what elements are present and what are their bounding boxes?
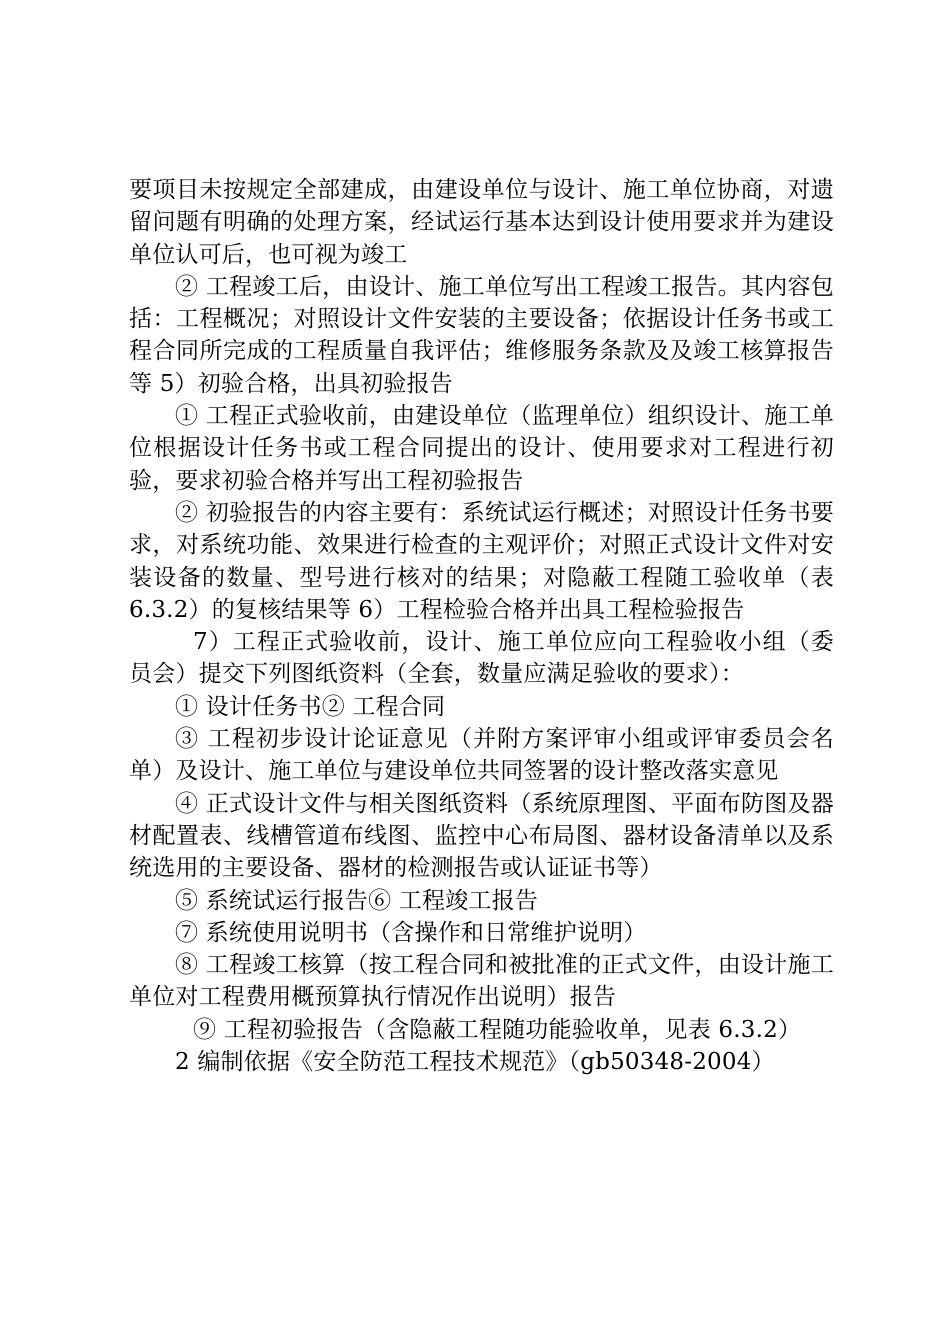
list-item-initial-report: ⑨ 工程初验报告（含隐蔽工程随功能验收单，见表 6.3.2） bbox=[193, 1016, 802, 1043]
paragraph-continuation: 要项目未按规定全部建成，由建设单位与设计、施工单位协商，对遗留问题有明确的处理方案，经试运行基本达到设计使用要求并为建设单位认可后，也可视为竣工 bbox=[129, 177, 834, 268]
list-item-formal-design: ④ 正式设计文件与相关图纸资料（系统原理图、平面布防图及器材配置表、线槽管道布线图、监控中心布局图、器材设备清单以及系统选用的主要设备、器材的检测报告或认证证书等） bbox=[129, 790, 834, 882]
list-item-trial-run: ⑤ 系统试运行报告⑥ 工程竣工报告 bbox=[175, 887, 539, 914]
list-item-user-manual: ⑦ 系统使用说明书（含操作和日常维护说明） bbox=[175, 919, 647, 946]
document-body bbox=[129, 174, 834, 1078]
paragraph-initial-inspection: ① 工程正式验收前，由建设单位（监理单位）组织设计、施工单位根据设计任务书或工程合同提出的设计、使用要求对工程进行初验，要求初验合格并写出工程初验报告 bbox=[129, 403, 834, 494]
paragraph-submit-documents: 7）工程正式验收前，设计、施工单位应向工程验收小组（委员会）提交下列图纸资料（全套，数量应满足验收的要求）： bbox=[129, 629, 834, 688]
list-item-preliminary-design: ③ 工程初步设计论证意见（并附方案评审小组或评审委员会名单）及设计、施工单位与建设单位共同签署的设计整改落实意见 bbox=[129, 726, 834, 785]
paragraph-completion-report: ② 工程竣工后，由设计、施工单位写出工程竣工报告。其内容包括：工程概况；对照设计文件安装的主要设备；依据设计任务书或工程合同所完成的工程质量自我评估；维修服务条款及及竣工核算报告等 5）初验合格，出具初验报告 bbox=[129, 273, 834, 397]
paragraph-inspection-report-content: ② 初验报告的内容主要有：系统试运行概述；对照设计任务书要求，对系统功能、效果进行检查的主观评价；对照正式设计文件对安装设备的数量、型号进行核对的结果；对隐蔽工程随工验收单（表 6.3.2）的复核结果等 6）工程检验合格并出具工程检验报告 bbox=[129, 499, 834, 623]
list-item-design-task: ① 设计任务书② 工程合同 bbox=[175, 693, 446, 720]
section-basis-heading: 2 编制依据《安全防范工程技术规范》（gb50348-2004） bbox=[175, 1049, 775, 1076]
list-item-cost-accounting: ⑧ 工程竣工核算（按工程合同和被批准的正式文件，由设计施工单位对工程费用概预算执行情况作出说明）报告 bbox=[129, 952, 834, 1011]
